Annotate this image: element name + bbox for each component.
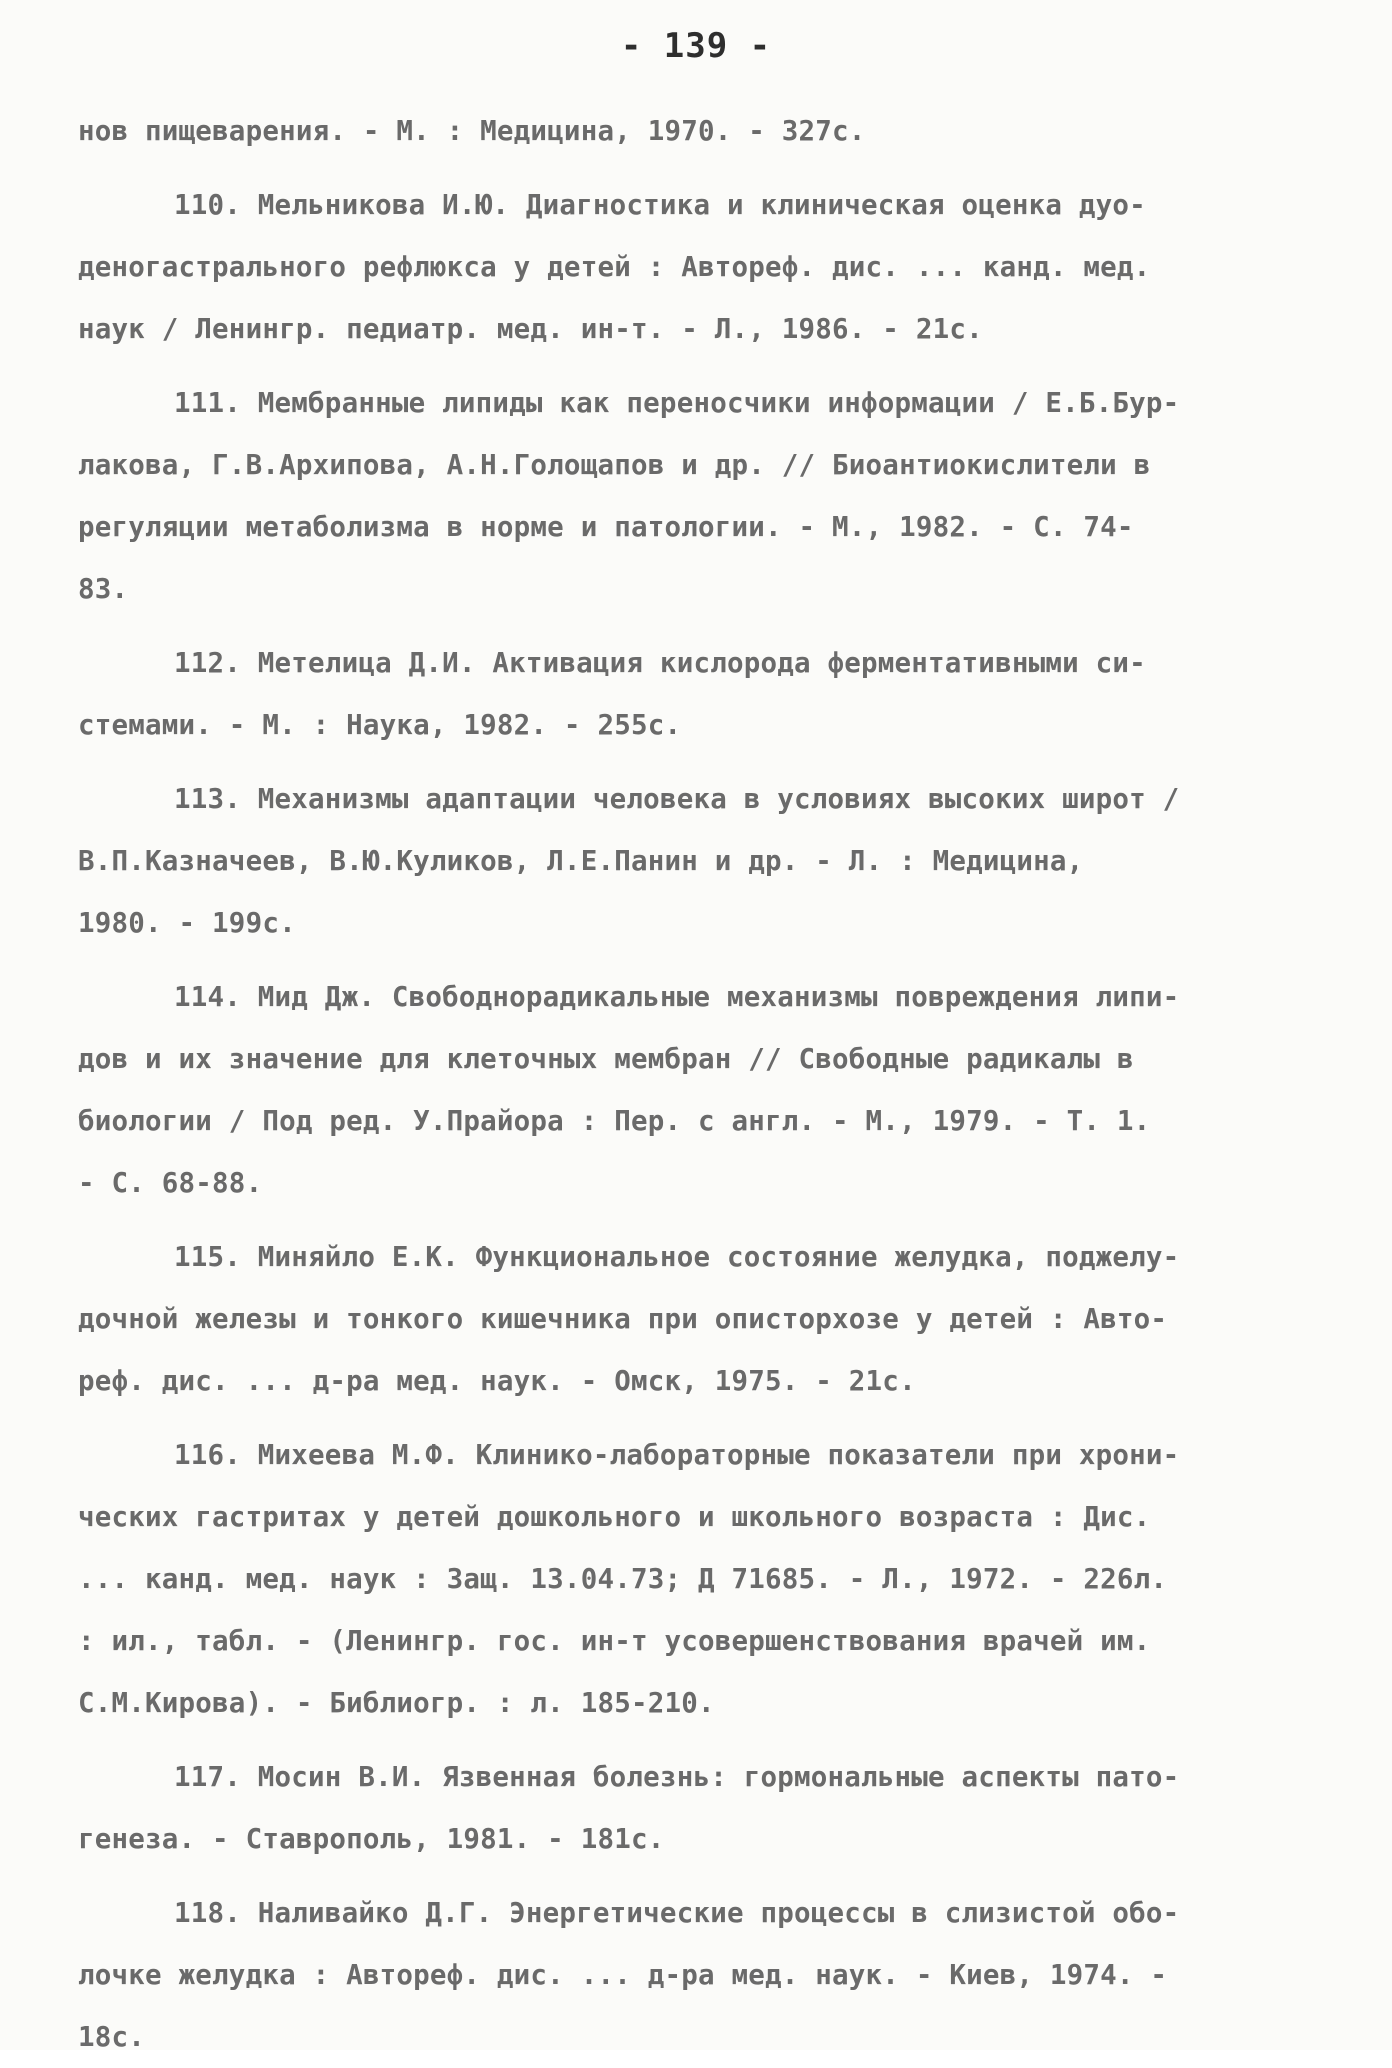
text-line: стемами. - М. : Наука, 1982. - 255с. (78, 709, 682, 741)
reference-114-line: 114. Мид Дж. Свободнорадикальные механизмы повреждения липи- (174, 981, 1180, 1013)
text-line: биологии / Под ред. У.Прайора : Пер. с англ. - М., 1979. - Т. 1. (78, 1105, 1151, 1137)
reference-112-line: 112. Метелица Д.И. Активация кислорода ферментативными си- (174, 647, 1146, 679)
text-line: 83. (78, 573, 129, 605)
text-line: реф. дис. ... д-ра мед. наук. - Омск, 1975. - 21с. (78, 1365, 916, 1397)
page-number: - 139 - (620, 26, 772, 66)
text-line: лакова, Г.В.Архипова, А.Н.Голощапов и др. // Биоантиокислители в (78, 449, 1151, 481)
text-line: - С. 68-88. (78, 1167, 263, 1199)
text-line: В.П.Казначеев, В.Ю.Куликов, Л.Е.Панин и др. - Л. : Медицина, (78, 845, 1084, 877)
text-line: нов пищеварения. - М. : Медицина, 1970. - 327с. (78, 115, 866, 147)
reference-116-line: 116. Михеева М.Ф. Клинико-лабораторные показатели при хрони- (174, 1439, 1180, 1471)
text-line: лочке желудка : Автореф. дис. ... д-ра мед. наук. - Киев, 1974. - (78, 1959, 1168, 1991)
reference-113-line: 113. Механизмы адаптации человека в условиях высоких широт / (174, 783, 1180, 815)
text-line: регуляции метаболизма в норме и патологии. - М., 1982. - С. 74- (78, 511, 1134, 543)
text-line: : ил., табл. - (Ленингр. гос. ин-т усовершенствования врачей им. (78, 1625, 1151, 1657)
reference-117-line: 117. Мосин В.И. Язвенная болезнь: гормональные аспекты пато- (174, 1761, 1180, 1793)
text-line: ческих гастритах у детей дошкольного и школьного возраста : Дис. (78, 1501, 1151, 1533)
text-line: ... канд. мед. наук : Защ. 13.04.73; Д 71685. - Л., 1972. - 226л. (78, 1563, 1168, 1595)
reference-115-line: 115. Миняйло Е.К. Функциональное состояние желудка, поджелу- (174, 1241, 1180, 1273)
reference-110-line: 110. Мельникова И.Ю. Диагностика и клиническая оценка дуо- (174, 189, 1146, 221)
text-line: наук / Ленингр. педиатр. мед. ин-т. - Л., 1986. - 21с. (78, 313, 983, 345)
reference-111-line: 111. Мембранные липиды как переносчики информации / Е.Б.Бур- (174, 387, 1180, 419)
text-line: деногастрального рефлюкса у детей : Автореф. дис. ... канд. мед. (78, 251, 1151, 283)
text-line: дочной железы и тонкого кишечника при описторхозе у детей : Авто- (78, 1303, 1168, 1335)
text-line: дов и их значение для клеточных мембран // Свободные радикалы в (78, 1043, 1134, 1075)
bibliography-text (78, 100, 1288, 2068)
text-line: С.М.Кирова). - Библиогр. : л. 185-210. (78, 1687, 715, 1719)
text-line: 1980. - 199с. (78, 907, 296, 939)
text-line: 18с. (78, 2021, 146, 2053)
reference-118-line: 118. Наливайко Д.Г. Энергетические процессы в слизистой обо- (174, 1897, 1180, 1929)
text-line: генеза. - Ставрополь, 1981. - 181с. (78, 1823, 665, 1855)
